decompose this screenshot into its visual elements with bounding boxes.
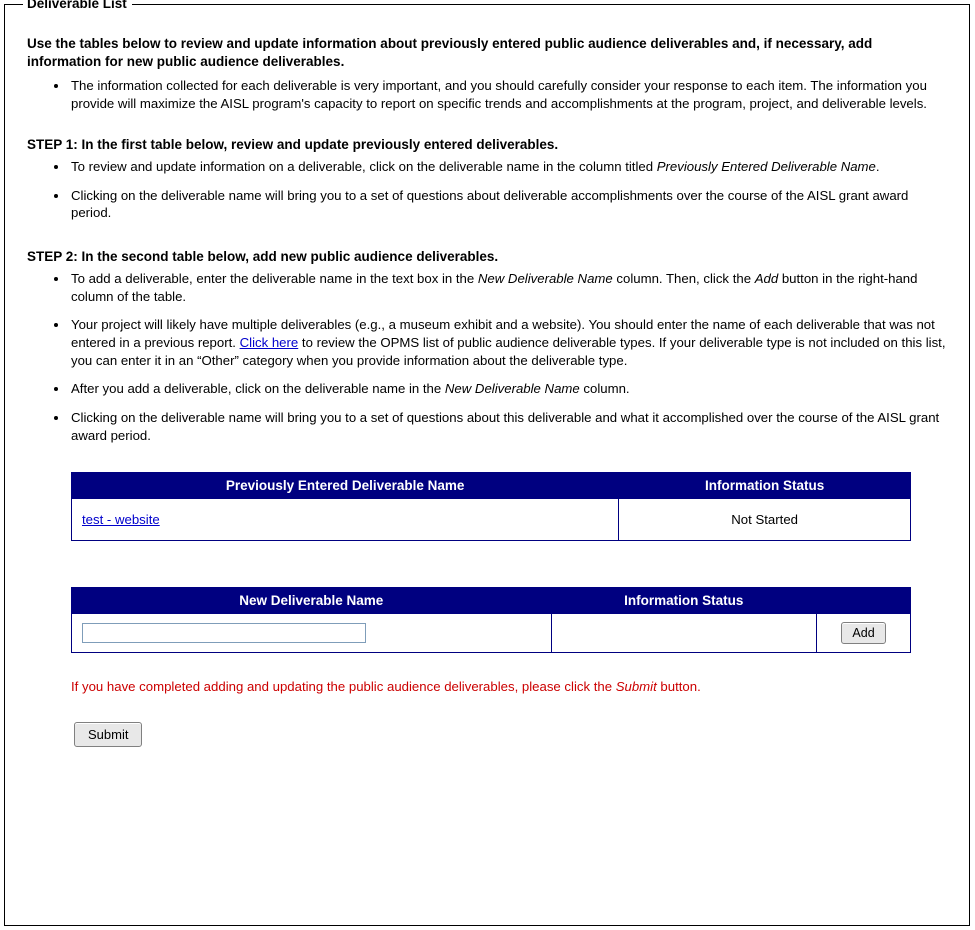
list-item: • Clicking on the deliverable name will bring you to a set of questions about this deliverable and what it accomplished over the course of the AISL grant award period. [69,409,947,444]
add-button[interactable]: Add [841,622,885,644]
new-deliverable-name-cell [72,614,552,653]
step1-bullet1-italic: Previously Entered Deliverable Name [656,158,876,174]
new-deliverable-name-input[interactable] [82,623,366,643]
list-item [69,316,947,369]
submit-notice-before: If you have completed adding and updating the public audience deliverables, please click the [71,679,616,695]
step2-bullet1-a: To add a deliverable, enter the deliverable name in the text box in the [71,270,478,286]
submit-button[interactable]: Submit [74,722,142,747]
step2-bullet3-b: column. [579,381,630,397]
step2-bullet-list [27,270,947,445]
step2-bullet3-a: After you add a deliverable, click on the deliverable name in the [71,381,445,397]
step2-bullet3-italic: New Deliverable Name [444,381,580,397]
table-row [72,499,911,541]
submit-notice-italic: Submit [615,679,657,695]
deliverable-name-cell [72,499,619,541]
step2-bullet1-italic2: Add [754,270,779,286]
step2-bullet2-b: to review the OPMS list of public audience deliverable types. If your deliverable type is not included on this list, you can enter it in an “Other” category when you provide information about the deliverable type. [71,334,946,368]
step2-bullet1-b: column. Then, click the [612,270,755,286]
new-deliverables-table [71,587,911,653]
table-spacer [71,541,947,587]
list-item: • The information collected for each deliverable is very important, and you should carefully consider your response to each item. The information you provide will maximize the AISL program's capacity to report on specific trends and accomplishments at the program, project, and deliverable levels. [69,77,947,112]
page-content [5,5,969,747]
step1-heading: STEP 1: In the first table below, review and update previously entered deliverables. [27,136,559,152]
deliverable-link-test-website[interactable]: test - website [82,512,160,528]
column-header-action [817,588,911,614]
column-header-information-status: Information Status [619,473,911,499]
add-button-cell [817,614,911,653]
submit-notice-after: button. [656,679,701,695]
opms-deliverable-types-link[interactable]: Click here [239,334,299,350]
column-header-new-deliverable-name: New Deliverable Name [72,588,552,614]
table-header-row [72,588,911,614]
intro-bullet-list [27,77,947,112]
column-header-previous-deliverable-name: Previously Entered Deliverable Name [72,473,619,499]
step2-heading: STEP 2: In the second table below, add new public audience deliverables. [27,248,499,264]
list-item [69,380,947,398]
table-row [72,614,911,653]
list-item: • Clicking on the deliverable name will bring you to a set of questions about deliverable accomplishments over the course of the AISL grant award period. [69,187,947,222]
deliverable-status-cell: Not Started [619,499,911,541]
submit-button-container [27,722,947,747]
previously-entered-deliverables-table [71,472,911,541]
intro-paragraph: Use the tables below to review and update information about previously entered public audience deliverables and, if necessary, add information for new public audience deliverables. [27,36,873,70]
submit-notice [27,679,947,694]
list-item [69,270,947,305]
step2-bullet1-c: button in the right-hand column of the table. [71,270,918,304]
list-item [69,158,947,176]
step1-bullet-list [27,158,947,222]
step2-bullet2-a: Your project will likely have multiple deliverables (e.g., a museum exhibit and a website). You should enter the name of each deliverable that was not entered in a previous report. [71,317,935,350]
step1-bullet1-text-before: To review and update information on a deliverable, click on the deliverable name in the column titled [71,158,657,174]
step2-bullet1-italic1: New Deliverable Name [477,270,613,286]
tables-container [27,472,947,653]
step1-bullet1-text-after: . [875,158,880,174]
column-header-information-status: Information Status [551,588,817,614]
new-deliverable-status-cell [551,614,817,653]
deliverable-list-legend: Deliverable List [23,0,132,11]
table-header-row [72,473,911,499]
deliverable-list-fieldset [4,0,970,926]
